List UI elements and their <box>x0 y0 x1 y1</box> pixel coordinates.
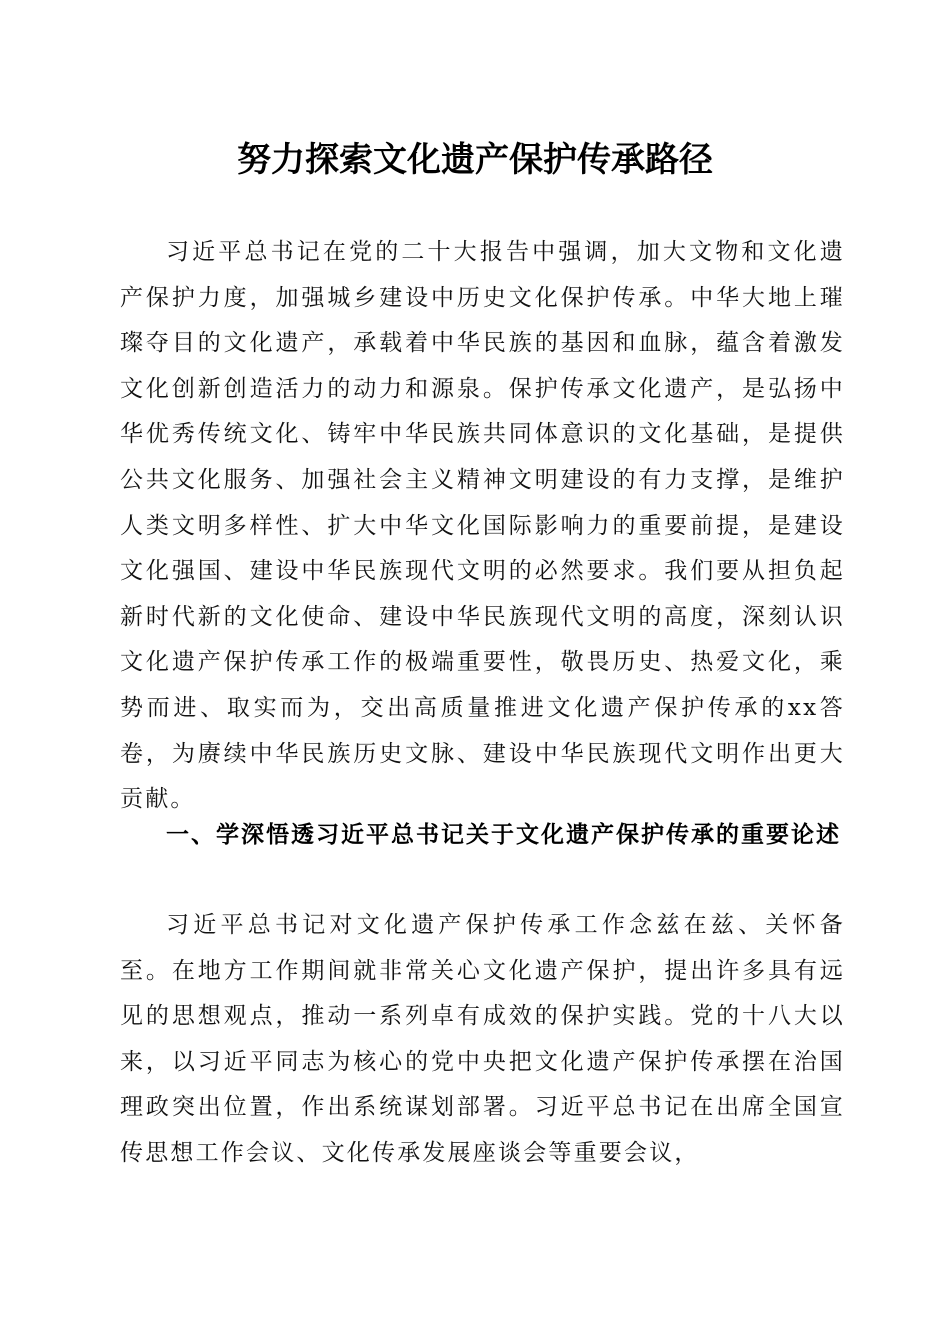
paragraph-section-1: 习近平总书记对文化遗产保护传承工作念兹在兹、关怀备至。在地方工作期间就非常关心文化遗产保护，提出许多具有远见的思想观点，推动一系列卓有成效的保护实践。党的十八大以来，以习近平同志为核心的党中央把文化遗产保护传承摆在治国理政突出位置，作出系统谋划部署。习近平总书记在出席全国宣传思想工作会议、文化传承发展座谈会等重要会议， <box>120 912 845 1166</box>
paragraph-intro: 习近平总书记在党的二十大报告中强调，加大文物和文化遗产保护力度，加强城乡建设中历史文化保护传承。中华大地上璀璨夺目的文化遗产，承载着中华民族的基因和血脉，蕴含着激发文化创新创造活力的动力和源泉。保护传承文化遗产，是弘扬中华优秀传统文化、铸牢中华民族共同体意识的文化基础，是提供公共文化服务、加强社会主义精神文明建设的有力支撑，是维护人类文明多样性、扩大中华文化国际影响力的重要前提，是建设文化强国、建设中华民族现代文明的必然要求。我们要从担负起新时代新的文化使命、建设中华民族现代文明的高度，深刻认识文化遗产保护传承工作的极端重要性，敬畏历史、热爱文化，乘势而进、取实而为，交出高质量推进文化遗产保护传承的xx答卷，为赓续中华民族历史文脉、建设中华民族现代文明作出更大贡献。 <box>120 239 845 813</box>
document-title: 努力探索文化遗产保护传承路径 <box>237 140 713 180</box>
section-heading-1: 一、学深悟透习近平总书记关于文化遗产保护传承的重要论述 <box>166 822 841 848</box>
